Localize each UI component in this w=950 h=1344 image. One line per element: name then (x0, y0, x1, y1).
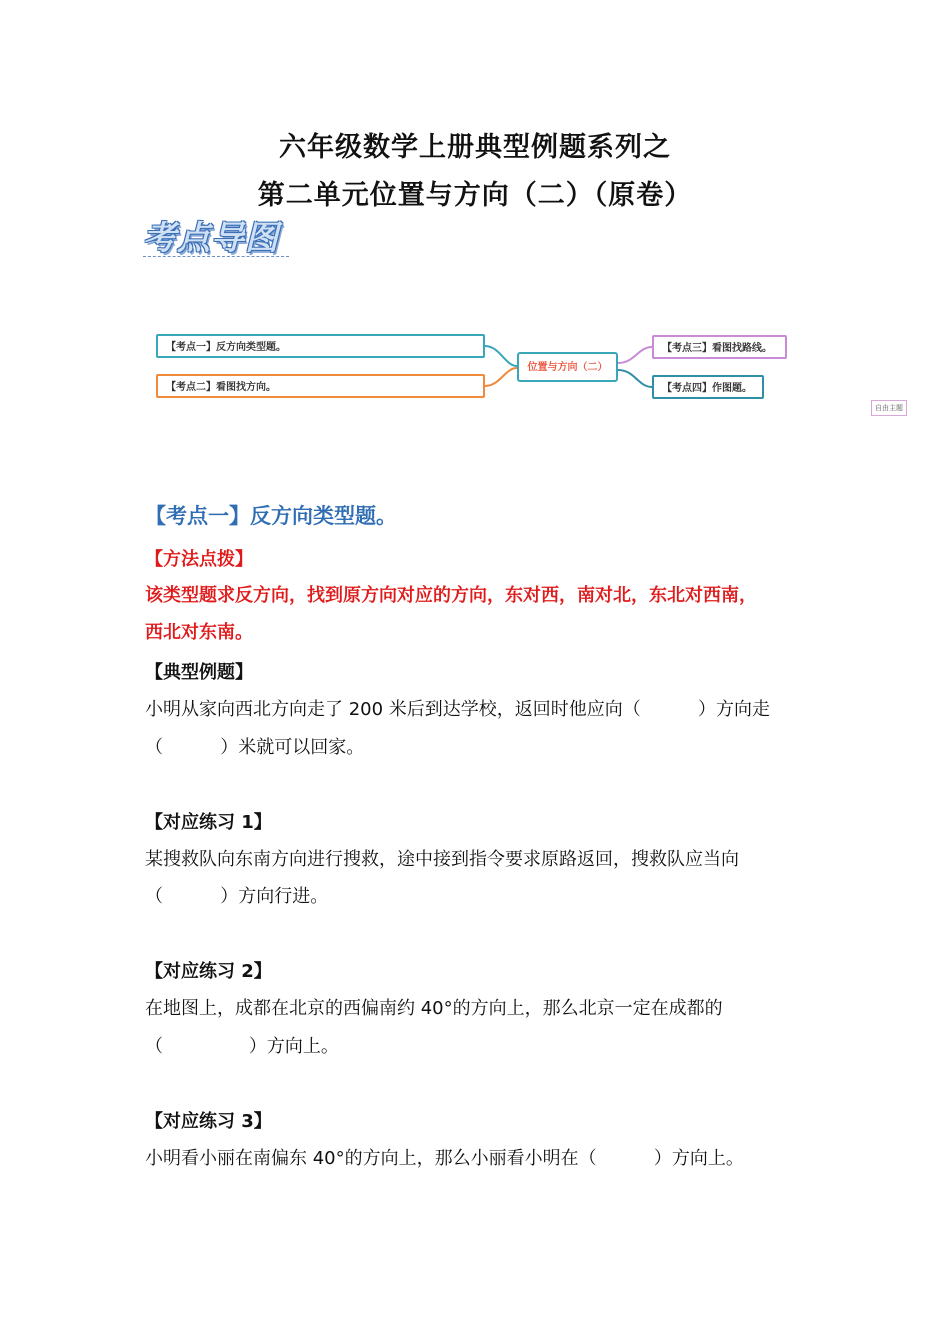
exercise2-line2: （ ）方向上。 (145, 1036, 339, 1057)
example-label: 【典型例题】 (145, 662, 253, 683)
mindmap-node-2: 【考点二】看图找方向。 (156, 374, 485, 398)
exercise1-label: 【对应练习 1】 (145, 812, 272, 833)
exercise2-label: 【对应练习 2】 (145, 961, 272, 982)
method-text-line1: 该类型题求反方向，找到原方向对应的方向，东对西，南对北，东北对西南， (145, 585, 757, 606)
section-heading: 【考点一】反方向类型题。 (145, 504, 397, 528)
mindmap-center: 位置与方向（二） (517, 352, 618, 382)
example-line1: 小明从家向西北方向走了 200 米后到达学校，返回时他应向（ ）方向走 (145, 699, 771, 720)
wordart-heading: 考点导图 (143, 218, 279, 257)
method-text-line2: 西北对东南。 (145, 622, 253, 643)
exercise1-line1: 某搜救队向东南方向进行搜救，途中接到指令要求原路返回，搜救队应当向 (145, 849, 739, 870)
exercise3-line1: 小明看小丽在南偏东 40°的方向上，那么小丽看小明在（ ）方向上。 (145, 1148, 744, 1169)
mindmap-node-3: 【考点三】看图找路线。 (652, 335, 787, 359)
example-line2: （ ）米就可以回家。 (145, 737, 365, 758)
exercise2-line1: 在地图上，成都在北京的西偏南约 40°的方向上，那么北京一定在成都的 (145, 998, 723, 1019)
doc-title-line2: 第二单元位置与方向（二）（原卷） (257, 180, 693, 211)
mindmap-node-4: 【考点四】作图题。 (652, 375, 764, 399)
mindmap-free-topic: 自由主题 (871, 400, 907, 416)
doc-title-line1: 六年级数学上册典型例题系列之 (279, 132, 671, 163)
exercise3-label: 【对应练习 3】 (145, 1111, 272, 1132)
exercise1-line2: （ ）方向行进。 (145, 886, 329, 907)
method-label: 【方法点拨】 (145, 549, 253, 570)
mindmap-node-1: 【考点一】反方向类型题。 (156, 334, 485, 358)
